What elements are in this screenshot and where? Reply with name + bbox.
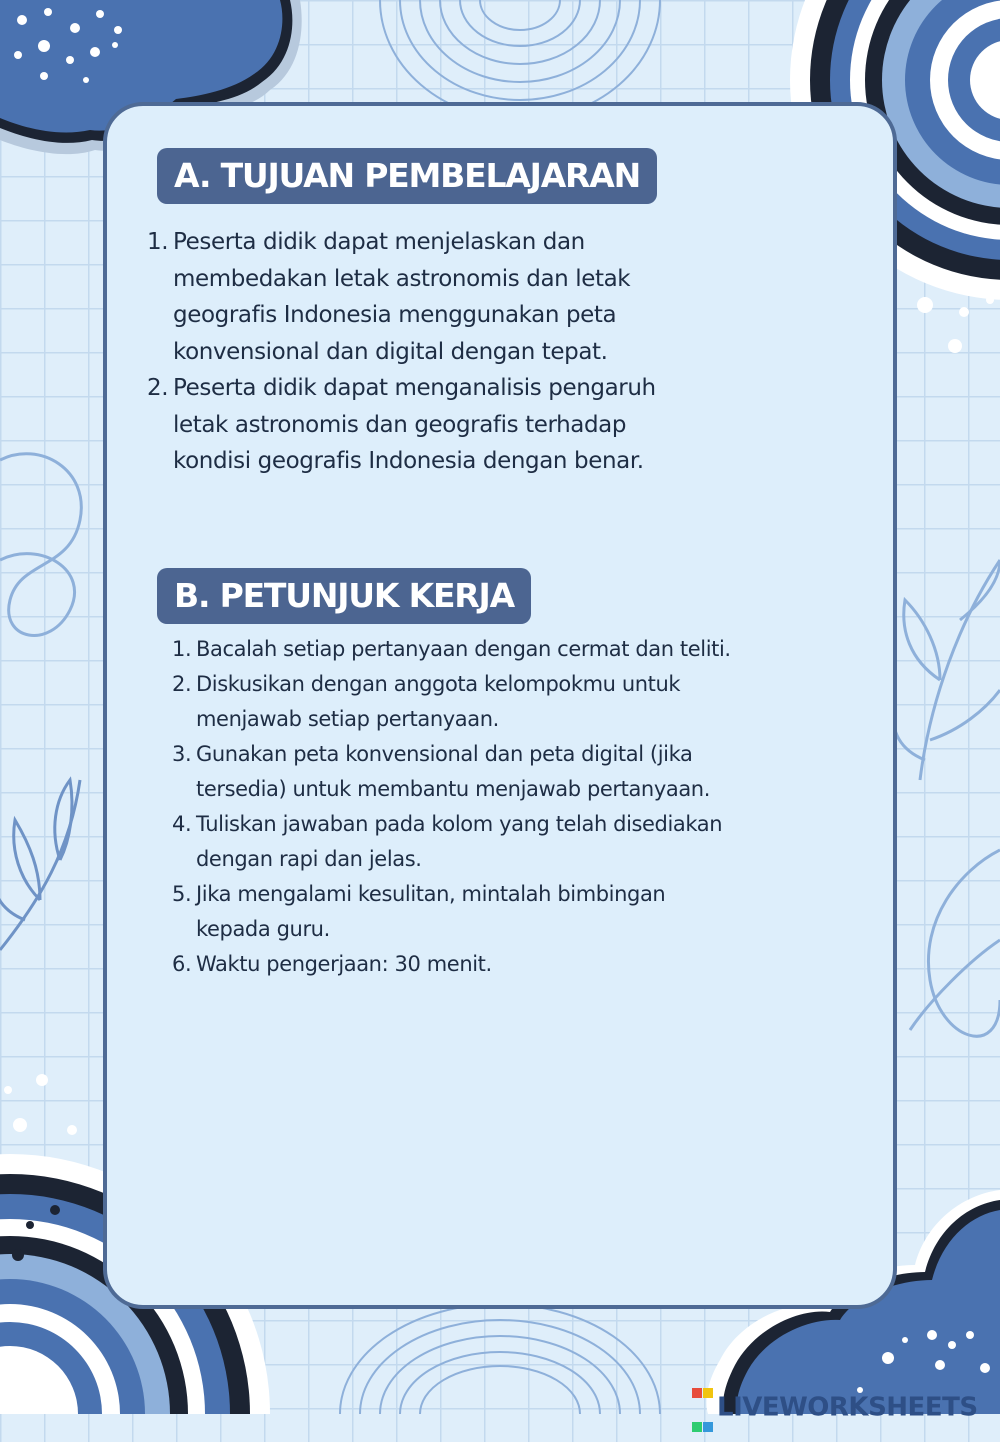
left-scribble (0, 454, 81, 636)
item-text: Diskusikan dengan anggota kelompokmu untuk menjawab setiap pertanyaan. (196, 672, 681, 731)
section-b-heading: B. PETUNJUK KERJA (157, 568, 531, 624)
list-item (172, 807, 732, 877)
left-leaf-sprig (0, 780, 80, 950)
list-item (172, 632, 732, 667)
bottom-concentric-arcs (340, 1304, 660, 1414)
list-item (172, 877, 732, 947)
item-number: 6. (172, 952, 192, 976)
item-number: 5. (172, 882, 192, 906)
work-instructions-list (172, 632, 732, 982)
content-card (103, 102, 897, 1309)
item-text: Jika mengalami kesulitan, mintalah bimbingan kepada guru. (196, 882, 666, 941)
list-item (172, 737, 732, 807)
list-item (147, 370, 707, 480)
section-a-heading: A. TUJUAN PEMBELAJARAN (157, 148, 657, 204)
item-number: 2. (147, 375, 169, 401)
right-leaf-sprig (894, 560, 1000, 780)
list-item (172, 667, 732, 737)
item-text: Gunakan peta konvensional dan peta digital (jika tersedia) untuk membantu menjawab pertanyaan. (196, 742, 710, 801)
list-item (172, 947, 732, 982)
item-number: 3. (172, 742, 192, 766)
item-text: Tuliskan jawaban pada kolom yang telah disediakan dengan rapi dan jelas. (196, 812, 723, 871)
item-text: Bacalah setiap pertanyaan dengan cermat dan teliti. (196, 637, 731, 661)
item-text: Peserta didik dapat menjelaskan dan membedakan letak astronomis dan letak geografis Indonesia menggunakan peta konvensional dan digital dengan tepat. (173, 229, 631, 365)
item-number: 1. (147, 229, 169, 255)
list-item (147, 224, 707, 370)
item-text: Waktu pengerjaan: 30 menit. (196, 952, 492, 976)
learning-objectives-list (147, 224, 707, 480)
right-scribble (910, 850, 1000, 1036)
watermark-text: LIVEWORKSHEETS (717, 1392, 978, 1423)
item-number: 1. (172, 637, 192, 661)
item-text: Peserta didik dapat menganalisis pengaruh letak astronomis dan geografis terhadap kondisi geografis Indonesia dengan benar. (173, 375, 656, 474)
item-number: 4. (172, 812, 192, 836)
liveworksheets-logo-icon (692, 1374, 714, 1442)
item-number: 2. (172, 672, 192, 696)
liveworksheets-watermark (692, 1374, 978, 1423)
